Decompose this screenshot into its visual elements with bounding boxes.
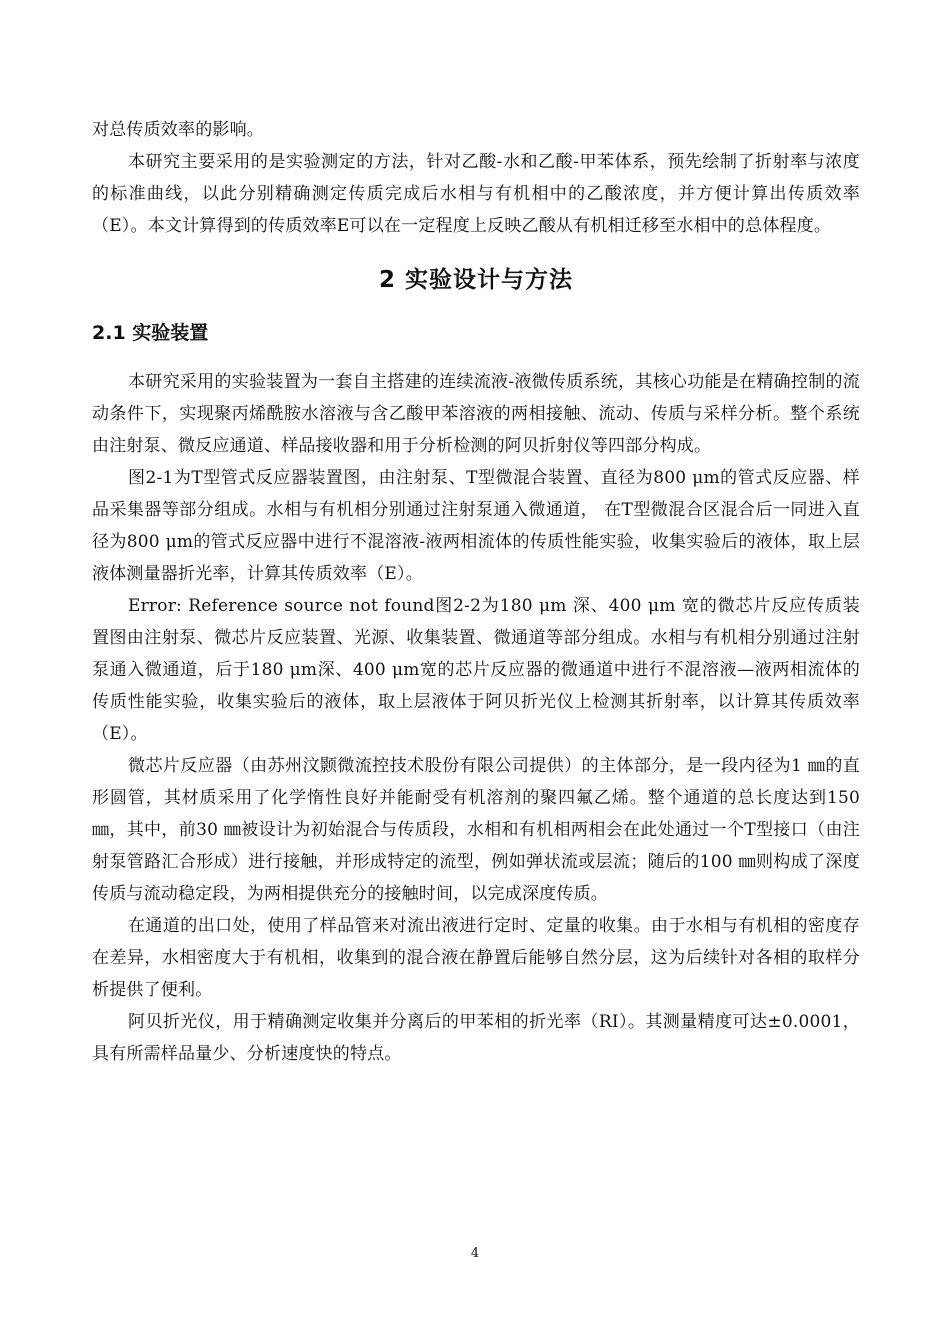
paragraph-sample-collection: 在通道的出口处，使用了样品管来对流出液进行定时、定量的收集。由于水相与有机相的密度存在差异，水相密度大于有机相，收集到的混合液在静置后能够自然分层，这为后续针对各相的取样分析提供了便利。 bbox=[92, 916, 860, 1000]
paragraph-microchip-reactor: 微芯片反应器（由苏州汶颢微流控技术股份有限公司提供）的主体部分，是一段内径为1 ㎜的直形圆管，其材质采用了化学惰性良好并能耐受有机溶剂的聚四氟乙烯。整个通道的总长度达到150 ㎜，其中，前30 ㎜被设计为初始混合与传质段，水相和有机相两相会在此处通过一个T型接口（由注射泵管路汇合形成）进行接触，并形成特定的流型，例如弹状流或层流；随后的100 ㎜则构成了深度传质与流动稳定段，为两相提供充分的接触时间，以完成深度传质。 bbox=[92, 756, 860, 904]
paragraph-research-method: 本研究主要采用的是实验测定的方法，针对乙酸-水和乙酸-甲苯体系，预先绘制了折射率与浓度的标准曲线，以此分别精确测定传质完成后水相与有机相中的乙酸浓度，并方便计算出传质效率（E）。本文计算得到的传质效率E可以在一定程度上反映乙酸从有机相迁移至水相中的总体程度。 bbox=[92, 152, 860, 236]
page-body bbox=[92, 114, 860, 1070]
paragraph-microchip-setup: Error: Reference source not found图2-2为180 μm 深、400 μm 宽的微芯片反应传质装置图由注射泵、微芯片反应装置、光源、收集装置、微通道等部分组成。水相与有机相分别通过注射泵通入微通道，后于180 μm深、400 μm宽的芯片反应器的微通道中进行不混溶液—液两相流体的传质性能实验，收集实验后的液体，取上层液体于阿贝折光仪上检测其折射率，以计算其传质效率（E）。 bbox=[92, 596, 860, 744]
paragraph-abbe-refractometer: 阿贝折光仪，用于精确测定收集并分离后的甲苯相的折光率（RI）。其测量精度可达±0.0001，具有所需样品量少、分析速度快的特点。 bbox=[92, 1012, 860, 1064]
chapter-heading: 2 实验设计与方法 bbox=[378, 267, 573, 293]
paragraph-t-type-reactor: 图2-1为T型管式反应器装置图，由注射泵、T型微混合装置、直径为800 μm的管式反应器、样品采集器等部分组成。水相与有机相分别通过注射泵通入微通道， 在T型微混合区混合后一同进入直径为800 μm的管式反应器中进行不混溶液-液两相流体的传质性能实验，收集实验后的液体，取上层液体测量器折光率，计算其传质效率（E）。 bbox=[92, 468, 860, 584]
section-heading: 2.1 实验装置 bbox=[92, 322, 209, 344]
page-number: 4 bbox=[470, 1246, 480, 1261]
paragraph-apparatus-overview: 本研究采用的实验装置为一套自主搭建的连续流液-液微传质系统，其核心功能是在精确控制的流动条件下，实现聚丙烯酰胺水溶液与含乙酸甲苯溶液的两相接触、流动、传质与采样分析。整个系统由注射泵、微反应通道、样品接收器和用于分析检测的阿贝折射仪等四部分构成。 bbox=[92, 372, 860, 456]
paragraph-continuation: 对总传质效率的影响。 bbox=[92, 120, 264, 140]
